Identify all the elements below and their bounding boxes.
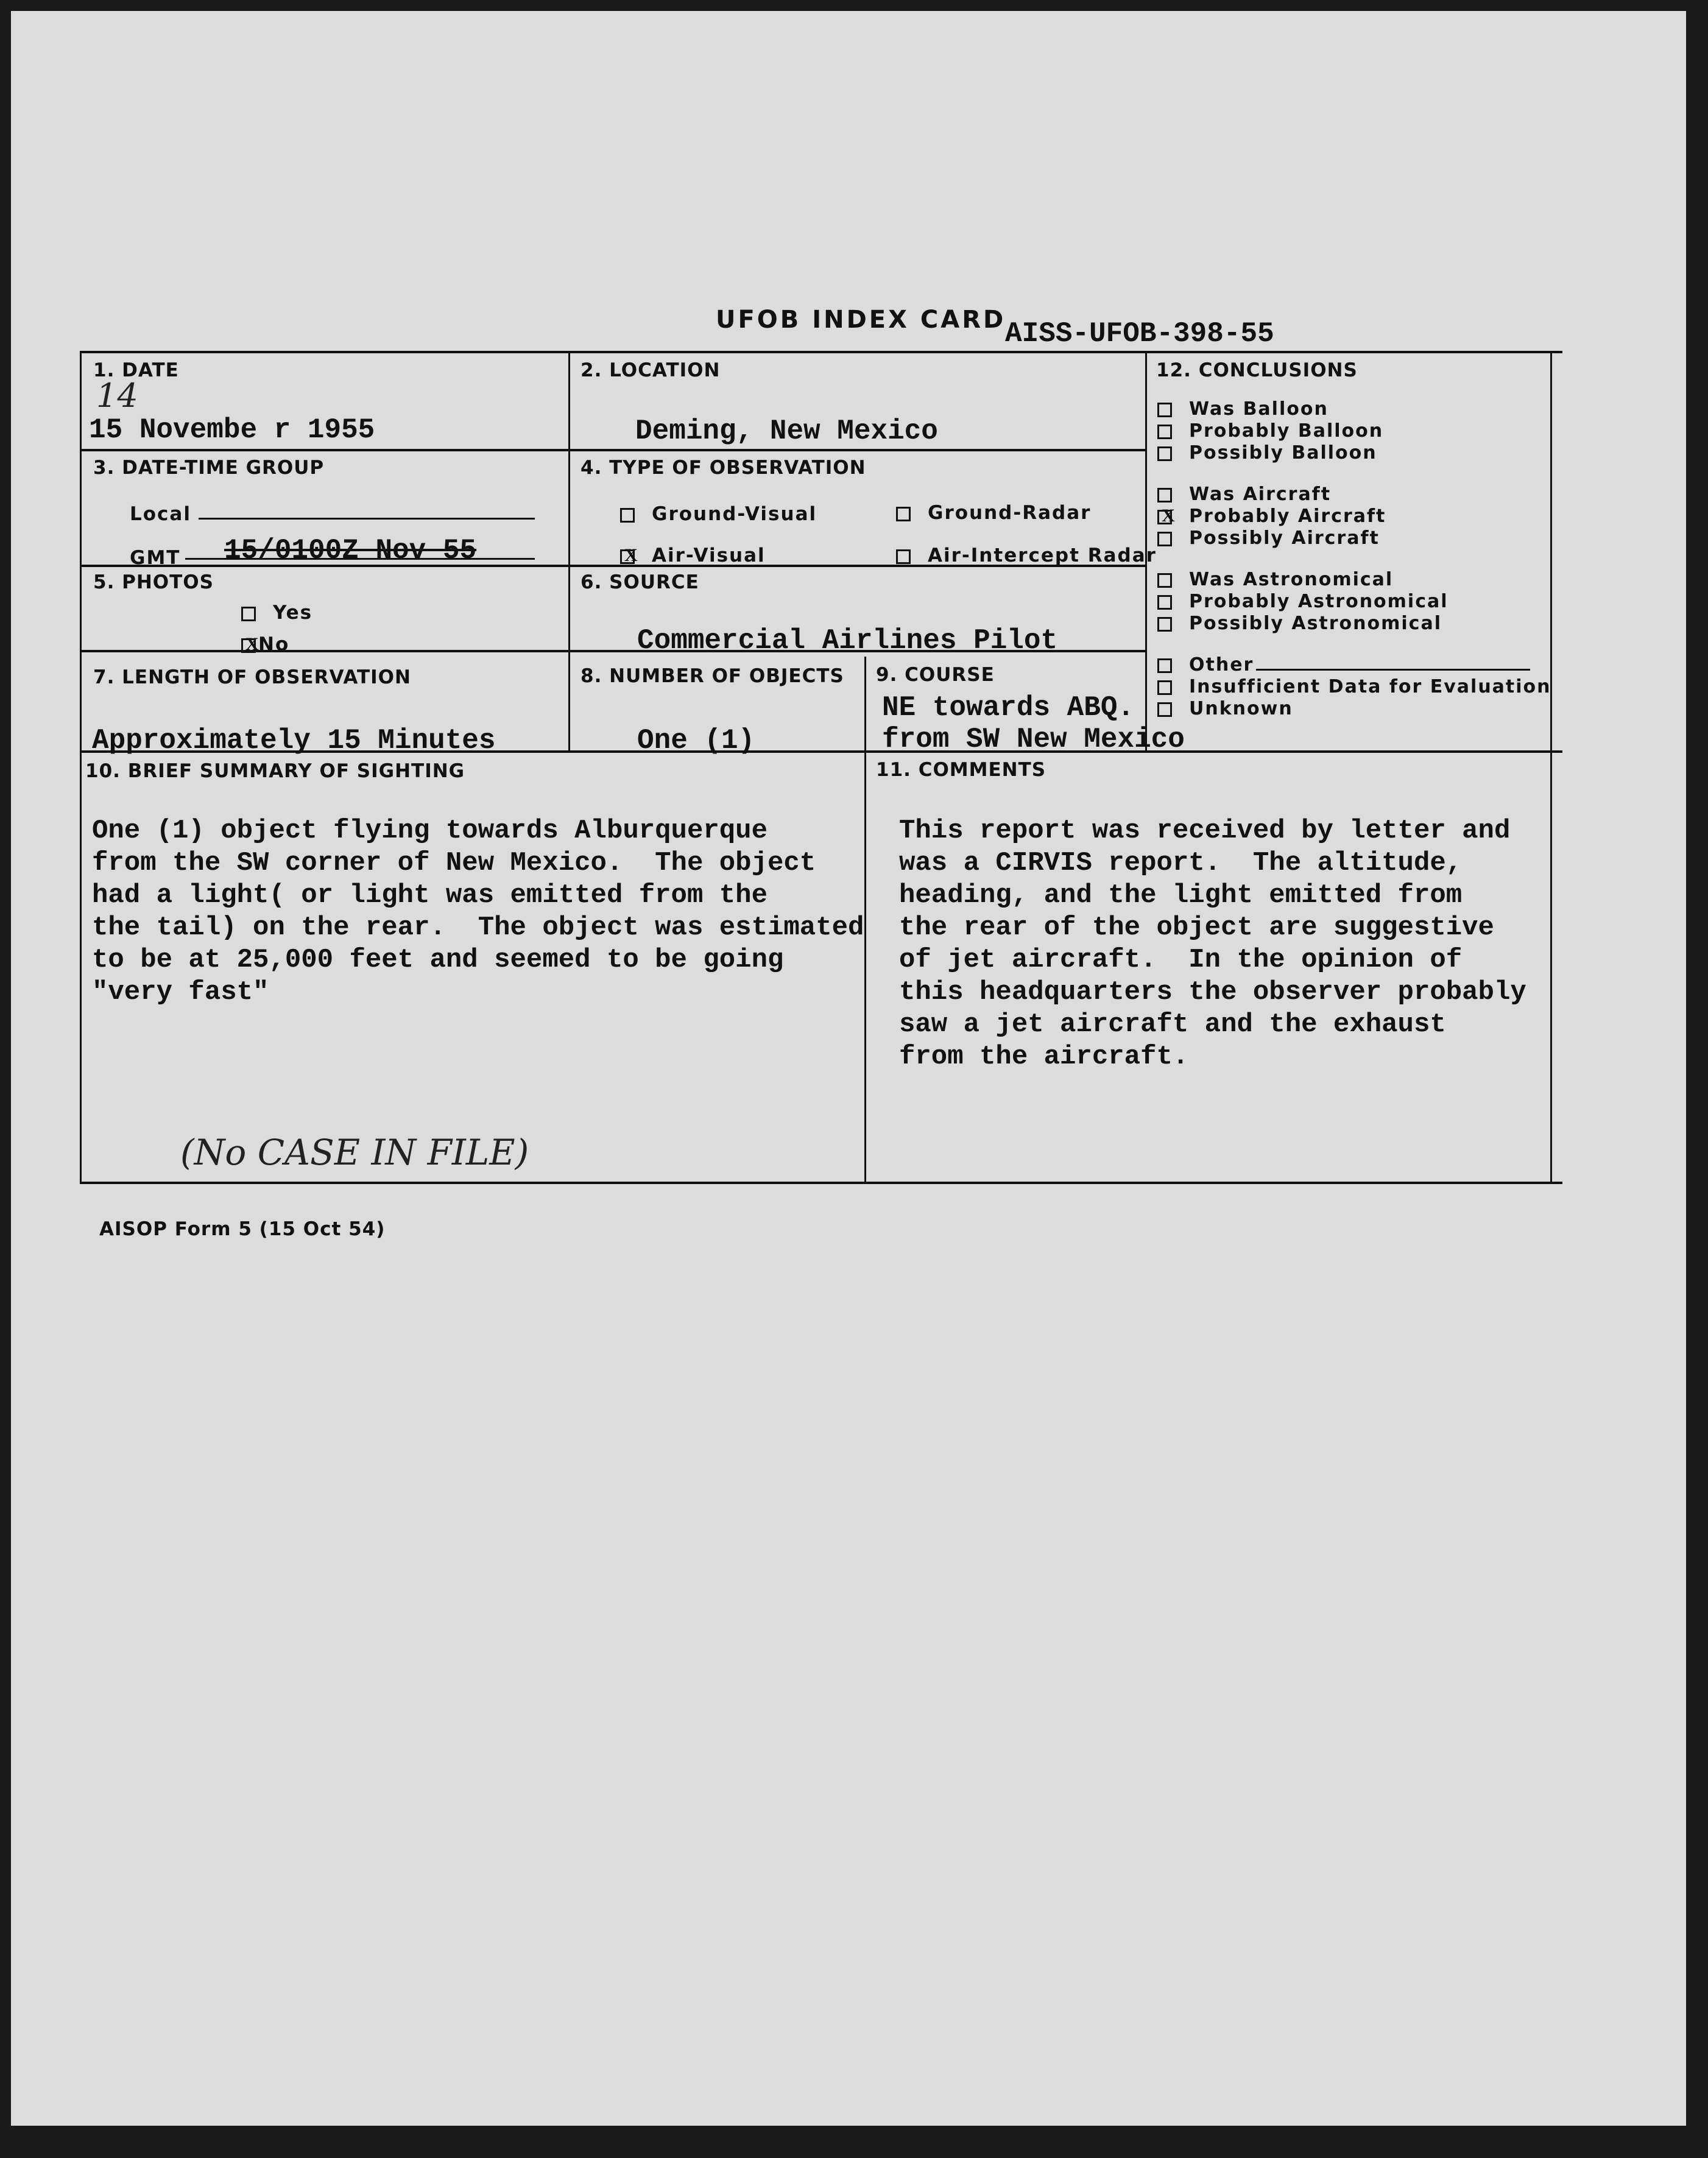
conclusion-label: Was Balloon <box>1189 398 1329 420</box>
conclusion-option[interactable] <box>1157 569 1393 590</box>
summary-text: One (1) object flying towards Alburquerque from the SW corner of New Mexico. The object had a light( or light was emitted from the the tail) on the rear. The object was estimated to be at 25,000 feet and seemed to be going "very fast" <box>92 816 864 1007</box>
option-ground-radar[interactable]: Ground-Radar <box>896 502 1091 524</box>
checked-checkbox-icon <box>620 549 635 564</box>
conclusion-option[interactable] <box>1157 506 1386 527</box>
conclusion-label: Probably Balloon <box>1189 420 1384 442</box>
objects-label: 8. NUMBER OF OBJECTS <box>581 665 844 687</box>
other-field[interactable] <box>1256 669 1530 671</box>
length-value: Approximately 15 Minutes <box>92 725 496 756</box>
gmt-label: GMT <box>130 547 181 569</box>
gmt-value: 15/0100Z Nov 55 <box>224 535 477 566</box>
objects-value: One (1) <box>637 725 755 756</box>
conclusion-option[interactable] <box>1157 442 1377 464</box>
checkbox-icon <box>620 508 635 523</box>
checked-checkbox-icon <box>241 638 256 653</box>
checkbox-icon <box>1157 425 1172 439</box>
conclusion-option[interactable] <box>1157 676 1551 697</box>
source-label: 6. SOURCE <box>581 571 699 593</box>
conclusion-label: Unknown <box>1189 698 1293 719</box>
local-label: Local <box>130 503 191 525</box>
conclusion-label: Other <box>1189 654 1254 675</box>
dtg-label: 3. DATE-TIME GROUP <box>93 457 325 479</box>
option-ground-visual[interactable]: Ground-Visual <box>620 503 817 525</box>
conclusion-option[interactable] <box>1157 420 1383 442</box>
conclusion-label: Possibly Astronomical <box>1189 613 1442 634</box>
conclusion-label: Probably Aircraft <box>1189 506 1386 527</box>
photos-no[interactable]: XNo <box>241 633 289 655</box>
case-number: AISS-UFOB-398-55 <box>1005 318 1274 350</box>
observation-type-label: 4. TYPE OF OBSERVATION <box>581 457 866 479</box>
summary-label: 10. BRIEF SUMMARY OF SIGHTING <box>85 760 465 782</box>
conclusion-option[interactable] <box>1157 613 1442 634</box>
course-label: 9. COURSE <box>876 664 995 686</box>
conclusion-label: Insufficient Data for Evaluation <box>1189 676 1551 697</box>
date-label: 1. DATE <box>93 359 179 381</box>
local-field[interactable] <box>199 518 535 520</box>
conclusion-label: Possibly Aircraft <box>1189 527 1380 549</box>
checkbox-icon <box>1157 403 1172 417</box>
conclusions-label: 12. CONCLUSIONS <box>1156 359 1358 381</box>
option-air-visual[interactable]: XAir-Visual <box>620 545 766 566</box>
photos-label: 5. PHOTOS <box>93 571 214 593</box>
conclusion-label: Probably Astronomical <box>1189 591 1449 612</box>
checkbox-icon <box>896 549 911 564</box>
comments-text: This report was received by letter and was a CIRVIS report. The altitude, heading, and the light emitted from the rear of the object are suggestive of jet aircraft. In the opinion of this headquarters the observer probably saw a jet aircraft and the exhaust from the aircraft. <box>899 816 1526 1072</box>
conclusion-option[interactable] <box>1157 398 1329 420</box>
conclusion-label: Possibly Balloon <box>1189 442 1377 464</box>
checkbox-icon <box>1157 617 1172 632</box>
location-label: 2. LOCATION <box>581 359 721 381</box>
handwritten-note: (No CASE IN FILE) <box>180 1132 529 1173</box>
conclusion-option[interactable] <box>1157 654 1530 675</box>
date-value: 15 Novembe r 1955 <box>89 414 375 446</box>
date-correction: 14 <box>96 376 138 415</box>
conclusion-option[interactable] <box>1157 527 1380 549</box>
checked-checkbox-icon <box>1157 510 1172 524</box>
checkbox-icon <box>1157 573 1172 588</box>
option-air-intercept-radar[interactable]: Air-Intercept Radar <box>896 545 1157 566</box>
checkbox-icon <box>241 607 256 621</box>
conclusion-option[interactable] <box>1157 698 1293 719</box>
checkbox-icon <box>896 507 911 521</box>
checkbox-icon <box>1157 680 1172 695</box>
source-value: Commercial Airlines Pilot <box>637 625 1058 657</box>
checkbox-icon <box>1157 532 1172 546</box>
form-footer: AISOP Form 5 (15 Oct 54) <box>99 1218 386 1240</box>
checkbox-icon <box>1157 595 1172 610</box>
card-title: UFOB INDEX CARD <box>716 306 1006 334</box>
course-line-1: NE towards ABQ. <box>882 692 1135 724</box>
photos-yes[interactable]: Yes <box>241 602 312 624</box>
length-label: 7. LENGTH OF OBSERVATION <box>93 666 411 688</box>
checkbox-icon <box>1157 488 1172 502</box>
course-line-2: from SW New Mexico <box>882 724 1185 755</box>
checkbox-icon <box>1157 702 1172 717</box>
conclusion-label: Was Aircraft <box>1189 484 1332 505</box>
checkbox-icon <box>1157 446 1172 461</box>
checkbox-icon <box>1157 658 1172 673</box>
conclusion-option[interactable] <box>1157 484 1331 505</box>
comments-label: 11. COMMENTS <box>876 759 1046 781</box>
conclusion-label: Was Astronomical <box>1189 569 1394 590</box>
location-value: Deming, New Mexico <box>635 415 938 447</box>
document-page <box>11 11 1686 2126</box>
conclusion-option[interactable] <box>1157 591 1449 612</box>
